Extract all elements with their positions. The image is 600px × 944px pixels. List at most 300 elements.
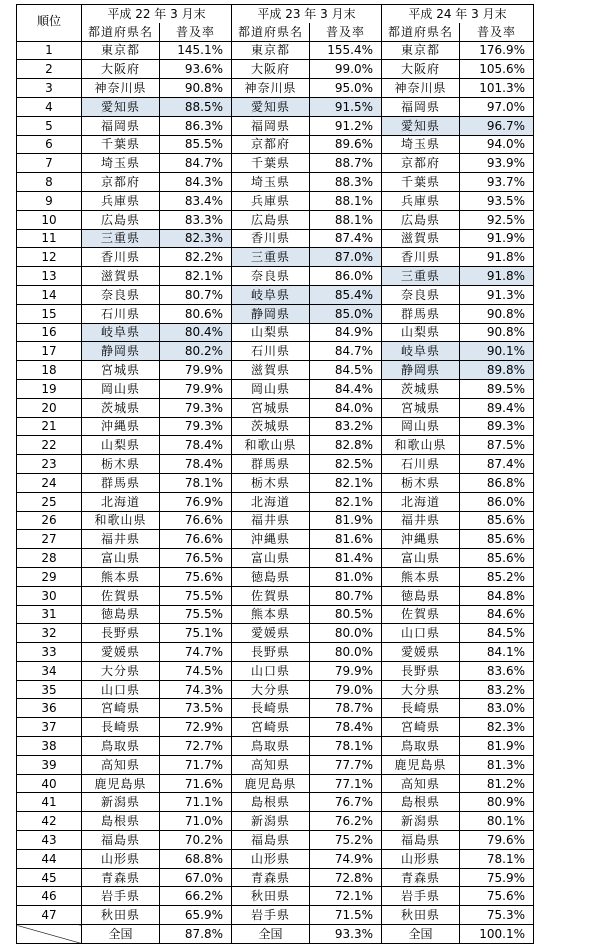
rate-cell: 78.1% — [460, 849, 534, 868]
rank-cell: 13 — [17, 267, 82, 286]
prefecture-cell: 熊本県 — [382, 567, 460, 586]
table-row — [17, 718, 534, 737]
prefecture-cell: 三重県 — [232, 248, 310, 267]
prefecture-cell: 静岡県 — [382, 361, 460, 380]
rate-cell: 95.0% — [310, 79, 382, 98]
rank-cell: 22 — [17, 436, 82, 455]
rate-cell: 88.3% — [310, 173, 382, 192]
rank-cell: 40 — [17, 774, 82, 793]
prefecture-cell: 福島県 — [232, 831, 310, 850]
rank-cell: 18 — [17, 361, 82, 380]
table-row — [17, 304, 534, 323]
rank-cell: 38 — [17, 737, 82, 756]
prefecture-cell: 岩手県 — [82, 887, 160, 906]
prefecture-cell: 福井県 — [82, 530, 160, 549]
rate-cell: 77.7% — [310, 755, 382, 774]
rank-cell: 28 — [17, 549, 82, 568]
rate-cell: 82.2% — [160, 248, 232, 267]
rate-cell: 82.1% — [310, 492, 382, 511]
prefecture-cell: 熊本県 — [232, 605, 310, 624]
table-row — [17, 661, 534, 680]
prefecture-cell: 広島県 — [82, 210, 160, 229]
prefecture-cell: 鳥取県 — [232, 737, 310, 756]
prefecture-cell: 鹿児島県 — [82, 774, 160, 793]
prefecture-cell: 徳島県 — [382, 586, 460, 605]
rank-cell: 41 — [17, 793, 82, 812]
table-row — [17, 135, 534, 154]
table-row — [17, 60, 534, 79]
rank-cell: 11 — [17, 229, 82, 248]
rate-cell: 76.7% — [310, 793, 382, 812]
rate-cell: 86.8% — [460, 473, 534, 492]
prefecture-cell: 静岡県 — [82, 342, 160, 361]
rate-cell: 79.3% — [160, 417, 232, 436]
prefecture-cell: 山梨県 — [82, 436, 160, 455]
prefecture-cell: 岡山県 — [382, 417, 460, 436]
rate-cell: 71.7% — [160, 755, 232, 774]
prefecture-cell: 千葉県 — [232, 154, 310, 173]
prefecture-cell: 宮崎県 — [382, 718, 460, 737]
rank-cell: 12 — [17, 248, 82, 267]
table-row — [17, 530, 534, 549]
rank-cell: 35 — [17, 680, 82, 699]
rate-cell: 84.6% — [460, 605, 534, 624]
rank-cell: 33 — [17, 643, 82, 662]
rank-cell: 3 — [17, 79, 82, 98]
prefecture-cell: 愛知県 — [82, 97, 160, 116]
rank-cell: 44 — [17, 849, 82, 868]
rate-cell: 176.9% — [460, 41, 534, 60]
rate-cell: 89.4% — [460, 398, 534, 417]
table-row — [17, 906, 534, 925]
rate-cell: 99.0% — [310, 60, 382, 79]
prefecture-cell: 茨城県 — [232, 417, 310, 436]
rate-cell: 84.9% — [310, 323, 382, 342]
table-row — [17, 699, 534, 718]
prefecture-cell: 鳥取県 — [382, 737, 460, 756]
rate-cell: 85.6% — [460, 530, 534, 549]
table-header — [17, 5, 534, 42]
table-row — [17, 379, 534, 398]
rank-cell: 9 — [17, 191, 82, 210]
prefecture-cell: 岐阜県 — [232, 285, 310, 304]
prefecture-cell: 大分県 — [382, 680, 460, 699]
rate-cell: 81.2% — [460, 774, 534, 793]
totals-diagonal-cell — [17, 925, 82, 944]
table-row — [17, 549, 534, 568]
rate-cell: 84.1% — [460, 643, 534, 662]
prefecture-cell: 香川県 — [232, 229, 310, 248]
prefecture-cell: 山口県 — [82, 680, 160, 699]
rate-cell: 84.7% — [310, 342, 382, 361]
rate-cell: 74.7% — [160, 643, 232, 662]
prefecture-cell: 栃木県 — [382, 473, 460, 492]
prefecture-cell: 佐賀県 — [82, 586, 160, 605]
prefecture-cell: 徳島県 — [232, 567, 310, 586]
rank-cell: 21 — [17, 417, 82, 436]
rate-cell: 82.3% — [460, 718, 534, 737]
table-row — [17, 605, 534, 624]
prefecture-cell: 長野県 — [232, 643, 310, 662]
rate-cell: 72.9% — [160, 718, 232, 737]
rate-cell: 81.3% — [460, 755, 534, 774]
prefecture-cell: 宮崎県 — [82, 699, 160, 718]
total-rate-2012: 100.1% — [460, 925, 534, 944]
prefecture-cell: 秋田県 — [232, 887, 310, 906]
rate-cell: 79.9% — [160, 361, 232, 380]
totals-row — [17, 925, 534, 944]
rate-cell: 78.1% — [160, 473, 232, 492]
rate-cell: 80.7% — [310, 586, 382, 605]
prefecture-cell: 千葉県 — [82, 135, 160, 154]
prefecture-cell: 滋賀県 — [232, 361, 310, 380]
prefecture-cell: 新潟県 — [232, 812, 310, 831]
prefecture-cell: 沖縄県 — [232, 530, 310, 549]
rate-cell: 78.4% — [310, 718, 382, 737]
prefecture-cell: 高知県 — [232, 755, 310, 774]
rate-cell: 91.8% — [460, 248, 534, 267]
rate-cell: 75.6% — [160, 567, 232, 586]
rate-cell: 75.1% — [160, 624, 232, 643]
rate-cell: 80.6% — [160, 304, 232, 323]
rate-cell: 71.0% — [160, 812, 232, 831]
prefecture-cell: 東京都 — [382, 41, 460, 60]
prefecture-cell: 北海道 — [382, 492, 460, 511]
prefecture-cell: 宮城県 — [382, 398, 460, 417]
prefecture-cell: 秋田県 — [382, 906, 460, 925]
prefecture-cell: 福岡県 — [232, 116, 310, 135]
table-row — [17, 323, 534, 342]
prefecture-cell: 山形県 — [232, 849, 310, 868]
rate-cell: 91.9% — [460, 229, 534, 248]
table-row — [17, 774, 534, 793]
table-row — [17, 567, 534, 586]
prefecture-cell: 長崎県 — [82, 718, 160, 737]
rate-cell: 70.2% — [160, 831, 232, 850]
prefecture-cell: 兵庫県 — [232, 191, 310, 210]
rank-cell: 47 — [17, 906, 82, 925]
prefecture-cell: 青森県 — [382, 868, 460, 887]
table-row — [17, 793, 534, 812]
prefecture-cell: 岡山県 — [82, 379, 160, 398]
prefecture-cell: 山梨県 — [382, 323, 460, 342]
rank-cell: 1 — [17, 41, 82, 60]
rate-cell: 80.2% — [160, 342, 232, 361]
table-row — [17, 191, 534, 210]
prefecture-cell: 北海道 — [82, 492, 160, 511]
total-label-2010: 全国 — [82, 925, 160, 944]
total-label-2012: 全国 — [382, 925, 460, 944]
rank-cell: 8 — [17, 173, 82, 192]
rank-cell: 10 — [17, 210, 82, 229]
rate-cell: 81.6% — [310, 530, 382, 549]
prefecture-cell: 埼玉県 — [232, 173, 310, 192]
prefecture-cell: 京都府 — [82, 173, 160, 192]
rate-cell: 76.9% — [160, 492, 232, 511]
rate-cell: 79.6% — [460, 831, 534, 850]
rank-cell: 32 — [17, 624, 82, 643]
rank-cell: 19 — [17, 379, 82, 398]
table-row — [17, 473, 534, 492]
rate-cell: 91.5% — [310, 97, 382, 116]
prefecture-cell: 長野県 — [382, 661, 460, 680]
rate-cell: 83.6% — [460, 661, 534, 680]
prefecture-cell: 石川県 — [232, 342, 310, 361]
rate-cell: 90.8% — [460, 304, 534, 323]
rate-cell: 84.8% — [460, 586, 534, 605]
rank-cell: 14 — [17, 285, 82, 304]
rate-cell: 74.3% — [160, 680, 232, 699]
prefecture-cell: 神奈川県 — [232, 79, 310, 98]
prefecture-cell: 香川県 — [382, 248, 460, 267]
rate-cell: 83.0% — [460, 699, 534, 718]
prefecture-cell: 京都府 — [382, 154, 460, 173]
prefecture-cell: 新潟県 — [82, 793, 160, 812]
table-row — [17, 887, 534, 906]
table-row — [17, 267, 534, 286]
rate-cell: 79.9% — [310, 661, 382, 680]
rate-cell: 75.6% — [460, 887, 534, 906]
rate-cell: 80.1% — [460, 812, 534, 831]
table-row — [17, 586, 534, 605]
rate-cell: 80.5% — [310, 605, 382, 624]
rate-cell: 71.5% — [310, 906, 382, 925]
rate-cell: 101.3% — [460, 79, 534, 98]
prefecture-cell: 岐阜県 — [82, 323, 160, 342]
prefecture-cell: 大阪府 — [382, 60, 460, 79]
table-row — [17, 417, 534, 436]
rank-cell: 17 — [17, 342, 82, 361]
prefecture-cell: 和歌山県 — [232, 436, 310, 455]
prefecture-cell: 福島県 — [382, 831, 460, 850]
table-row — [17, 455, 534, 474]
rate-cell: 91.3% — [460, 285, 534, 304]
table-row — [17, 755, 534, 774]
rate-cell: 78.7% — [310, 699, 382, 718]
table-row — [17, 680, 534, 699]
rate-cell: 89.5% — [460, 379, 534, 398]
period-title-2011: 平成 23 年 3 月末 — [232, 5, 382, 23]
prefecture-cell: 熊本県 — [82, 567, 160, 586]
prefecture-cell: 山口県 — [382, 624, 460, 643]
rate-cell: 75.3% — [460, 906, 534, 925]
rate-cell: 80.0% — [310, 643, 382, 662]
prefecture-cell: 三重県 — [82, 229, 160, 248]
rate-cell: 72.7% — [160, 737, 232, 756]
rate-cell: 76.6% — [160, 530, 232, 549]
prefecture-cell: 愛媛県 — [382, 643, 460, 662]
prefecture-cell: 長野県 — [82, 624, 160, 643]
rate-cell: 83.2% — [310, 417, 382, 436]
prefecture-cell: 山形県 — [382, 849, 460, 868]
prefecture-cell: 群馬県 — [382, 304, 460, 323]
prefecture-cell: 北海道 — [232, 492, 310, 511]
table-row — [17, 831, 534, 850]
prefecture-cell: 三重県 — [382, 267, 460, 286]
table-row — [17, 248, 534, 267]
rate-cell: 155.4% — [310, 41, 382, 60]
rate-cell: 81.4% — [310, 549, 382, 568]
rank-cell: 15 — [17, 304, 82, 323]
table-row — [17, 173, 534, 192]
rate-cell: 79.0% — [310, 680, 382, 699]
table-row — [17, 737, 534, 756]
rate-cell: 67.0% — [160, 868, 232, 887]
total-rate-2011: 93.3% — [310, 925, 382, 944]
rate-cell: 74.5% — [160, 661, 232, 680]
rate-cell: 71.1% — [160, 793, 232, 812]
rank-cell: 16 — [17, 323, 82, 342]
rank-cell: 25 — [17, 492, 82, 511]
prefecture-cell: 神奈川県 — [82, 79, 160, 98]
prefecture-cell: 石川県 — [82, 304, 160, 323]
rank-cell: 2 — [17, 60, 82, 79]
prefecture-cell: 奈良県 — [82, 285, 160, 304]
rank-cell: 20 — [17, 398, 82, 417]
prefecture-cell: 石川県 — [382, 455, 460, 474]
rate-cell: 92.5% — [460, 210, 534, 229]
prefecture-cell: 富山県 — [382, 549, 460, 568]
penetration-rate-table — [16, 4, 534, 944]
rate-cell: 84.7% — [160, 154, 232, 173]
rate-cell: 77.1% — [310, 774, 382, 793]
prefecture-cell: 栃木県 — [82, 455, 160, 474]
prefecture-cell: 香川県 — [82, 248, 160, 267]
rate-cell: 83.2% — [460, 680, 534, 699]
prefecture-cell: 愛知県 — [232, 97, 310, 116]
prefecture-cell: 高知県 — [382, 774, 460, 793]
period-title-2012: 平成 24 年 3 月末 — [382, 5, 534, 23]
prefecture-cell: 埼玉県 — [382, 135, 460, 154]
prefecture-cell: 千葉県 — [382, 173, 460, 192]
prefecture-cell: 沖縄県 — [82, 417, 160, 436]
rate-cell: 80.0% — [310, 624, 382, 643]
prefecture-cell: 山口県 — [232, 661, 310, 680]
rate-cell: 90.8% — [460, 323, 534, 342]
rate-cell: 93.6% — [160, 60, 232, 79]
prefecture-cell: 富山県 — [232, 549, 310, 568]
prefecture-cell: 高知県 — [82, 755, 160, 774]
rank-cell: 42 — [17, 812, 82, 831]
rate-header-2011: 普及率 — [310, 23, 382, 41]
table-row — [17, 79, 534, 98]
rate-cell: 72.1% — [310, 887, 382, 906]
prefecture-cell: 福井県 — [232, 511, 310, 530]
prefecture-cell: 群馬県 — [232, 455, 310, 474]
prefecture-cell: 宮崎県 — [232, 718, 310, 737]
rate-cell: 82.3% — [160, 229, 232, 248]
rank-cell: 5 — [17, 116, 82, 135]
prefecture-cell: 鹿児島県 — [382, 755, 460, 774]
pref-header-2012: 都道府県名 — [382, 23, 460, 41]
prefecture-cell: 岩手県 — [232, 906, 310, 925]
rate-cell: 86.3% — [160, 116, 232, 135]
rate-cell: 85.5% — [160, 135, 232, 154]
table-row — [17, 154, 534, 173]
rate-cell: 82.1% — [160, 267, 232, 286]
prefecture-cell: 奈良県 — [382, 285, 460, 304]
table-footer — [17, 925, 534, 944]
pref-header-2011: 都道府県名 — [232, 23, 310, 41]
table-row — [17, 511, 534, 530]
rate-cell: 80.7% — [160, 285, 232, 304]
rate-cell: 75.5% — [160, 605, 232, 624]
prefecture-cell: 東京都 — [232, 41, 310, 60]
rank-cell: 7 — [17, 154, 82, 173]
prefecture-cell: 広島県 — [382, 210, 460, 229]
prefecture-cell: 長崎県 — [232, 699, 310, 718]
prefecture-cell: 神奈川県 — [382, 79, 460, 98]
prefecture-cell: 愛媛県 — [82, 643, 160, 662]
rate-cell: 85.0% — [310, 304, 382, 323]
rank-cell: 46 — [17, 887, 82, 906]
rank-cell: 24 — [17, 473, 82, 492]
rate-cell: 88.1% — [310, 210, 382, 229]
prefecture-cell: 島根県 — [232, 793, 310, 812]
prefecture-cell: 愛媛県 — [232, 624, 310, 643]
rate-cell: 86.0% — [460, 492, 534, 511]
prefecture-cell: 島根県 — [82, 812, 160, 831]
rate-cell: 81.9% — [460, 737, 534, 756]
prefecture-cell: 愛知県 — [382, 116, 460, 135]
rank-header — [17, 13, 82, 41]
rate-cell: 105.6% — [460, 60, 534, 79]
prefecture-cell: 滋賀県 — [382, 229, 460, 248]
prefecture-cell: 和歌山県 — [382, 436, 460, 455]
rate-cell: 75.2% — [310, 831, 382, 850]
rate-header-2010: 普及率 — [160, 23, 232, 41]
rate-cell: 79.9% — [160, 379, 232, 398]
rate-cell: 75.9% — [460, 868, 534, 887]
rate-cell: 89.3% — [460, 417, 534, 436]
table-row — [17, 361, 534, 380]
rate-cell: 145.1% — [160, 41, 232, 60]
table-row — [17, 849, 534, 868]
rate-cell: 66.2% — [160, 887, 232, 906]
rank-cell: 39 — [17, 755, 82, 774]
period-title-2010: 平成 22 年 3 月末 — [82, 5, 232, 23]
prefecture-cell: 兵庫県 — [382, 191, 460, 210]
table-row — [17, 210, 534, 229]
header-row-columns — [17, 23, 534, 41]
prefecture-cell: 佐賀県 — [232, 586, 310, 605]
prefecture-cell: 鹿児島県 — [232, 774, 310, 793]
rate-cell: 76.6% — [160, 511, 232, 530]
rate-cell: 84.5% — [460, 624, 534, 643]
rate-cell: 82.1% — [310, 473, 382, 492]
table-row — [17, 398, 534, 417]
prefecture-cell: 岡山県 — [232, 379, 310, 398]
rate-cell: 91.2% — [310, 116, 382, 135]
rate-cell: 86.0% — [310, 267, 382, 286]
table-row — [17, 643, 534, 662]
rank-cell: 34 — [17, 661, 82, 680]
rate-cell: 87.0% — [310, 248, 382, 267]
table-row — [17, 868, 534, 887]
prefecture-cell: 宮城県 — [232, 398, 310, 417]
rate-cell: 85.4% — [310, 285, 382, 304]
rate-cell: 73.5% — [160, 699, 232, 718]
table-row — [17, 624, 534, 643]
prefecture-cell: 佐賀県 — [382, 605, 460, 624]
prefecture-cell: 青森県 — [232, 868, 310, 887]
rate-cell: 89.6% — [310, 135, 382, 154]
prefecture-cell: 奈良県 — [232, 267, 310, 286]
prefecture-cell: 山形県 — [82, 849, 160, 868]
rate-cell: 85.6% — [460, 511, 534, 530]
table-body — [17, 41, 534, 924]
prefecture-cell: 茨城県 — [82, 398, 160, 417]
